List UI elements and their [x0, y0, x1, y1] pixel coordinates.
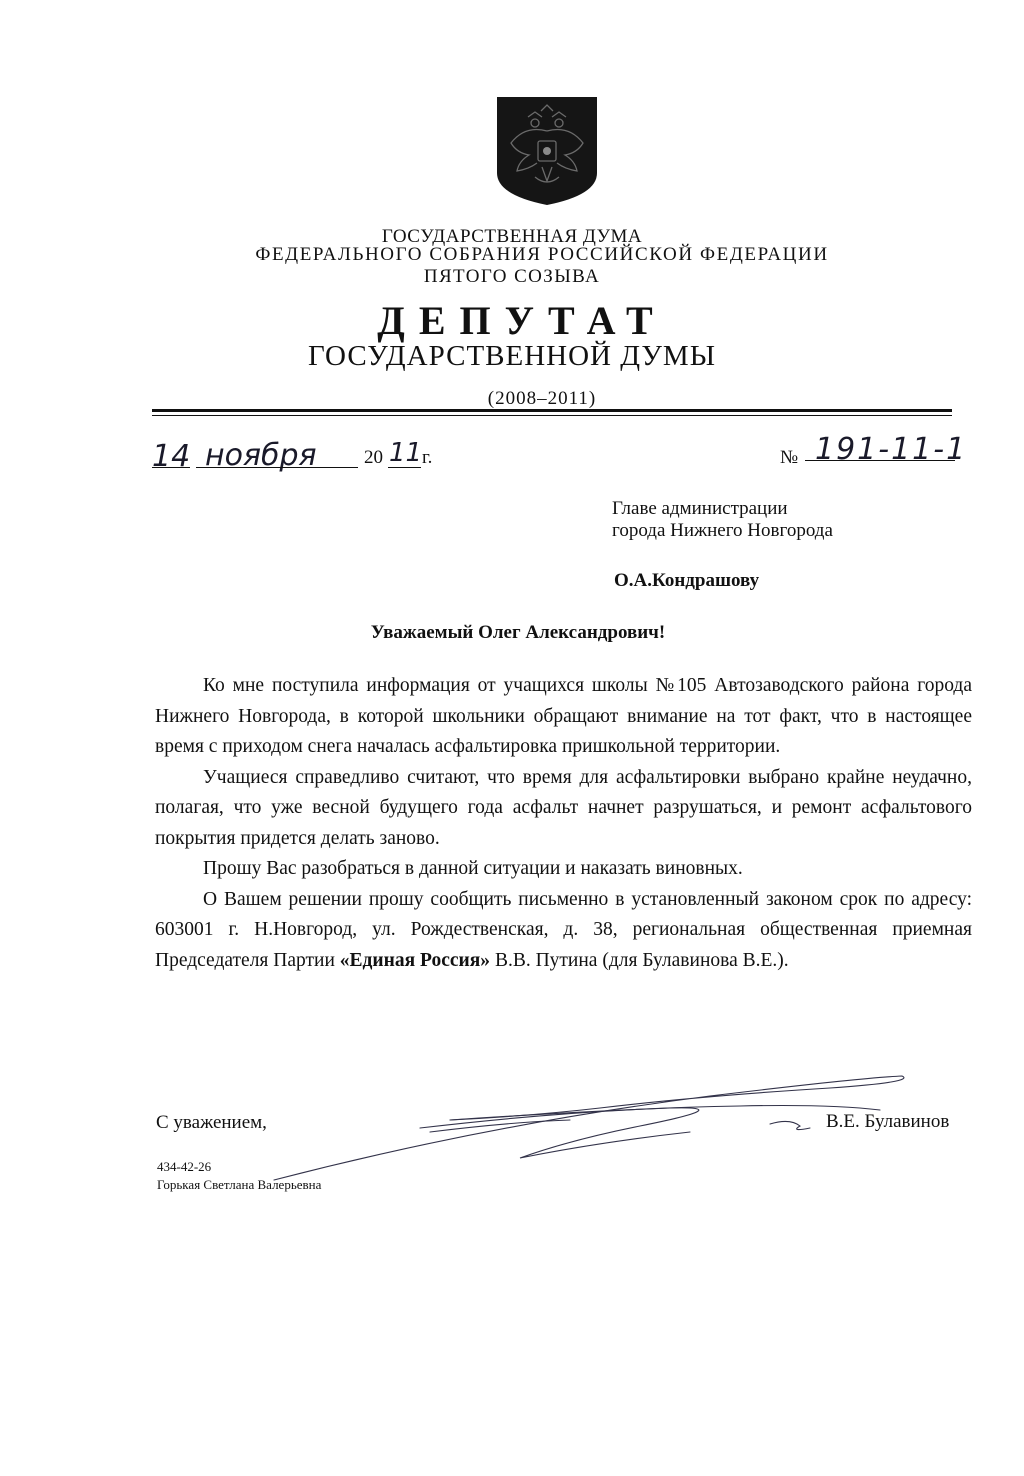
body-paragraph-3: Прошу Вас разобраться в данной ситуации и наказать виновных.: [203, 858, 743, 879]
header-rule-thick: [152, 409, 952, 412]
date-month-underline: [196, 467, 358, 468]
date-year-suffix: г.: [422, 447, 433, 468]
date-day-underline: [152, 467, 190, 468]
outgoing-number-label: №: [780, 447, 799, 468]
body-p4-text-before: О Вашем решении прошу сообщить письменно в установленный законом срок по адресу: 603001 г. Н.Новгород, ул. Рождественская, д. 38, региональная общественная приемная Председателя Партии: [155, 888, 972, 971]
closing-regards: С уважением,: [156, 1112, 267, 1133]
outgoing-number-underline: [805, 460, 955, 461]
org-line-1: ГОСУДАРСТВЕННАЯ ДУМА: [381, 226, 643, 247]
addressee-line-1: Главе администрации: [612, 498, 788, 519]
body-paragraph-2: Учащиеся справедливо считают, что время для асфальтировки выбрано крайне неудачно, полагая, что уже весной будущего года асфальт начнет разрушаться, и ремонт асфальтового покрытия придется делать заново.: [155, 766, 972, 849]
deputy-title: ДЕПУТАТ: [377, 298, 667, 343]
org-line-2: ФЕДЕРАЛЬНОГО СОБРАНИЯ РОССИЙСКОЙ ФЕДЕРАЦИИ: [255, 244, 829, 265]
addressee-name: О.А.Кондрашову: [614, 570, 760, 591]
deputy-subtitle: ГОСУДАРСТВЕННОЙ ДУМЫ: [308, 340, 716, 372]
header-rule-thin: [152, 415, 952, 416]
signer-name: В.Е. Булавинов: [826, 1111, 950, 1132]
date-year-handwritten: 11: [389, 438, 423, 468]
outgoing-number-value: 191-11-1: [815, 432, 968, 467]
body-paragraph-1: Ко мне поступила информация от учащихся школы №105 Автозаводского района города Нижнего Новгорода, в которой школьники обращают внимание на тот факт, что в настоящее время с приходом снега началась асфальтировка пришкольной территории.: [155, 675, 972, 757]
salutation: Уважаемый Олег Александрович!: [370, 622, 666, 643]
party-name: «Единая Россия»: [339, 949, 491, 971]
addressee-line-2: города Нижнего Новгорода: [612, 520, 833, 541]
date-year-prefix: 20: [364, 447, 383, 468]
date-month: ноября: [205, 438, 317, 473]
org-line-3: ПЯТОГО СОЗЫВА: [423, 266, 601, 287]
date-year-underline: [388, 467, 421, 468]
date-day: 14: [152, 439, 191, 474]
contact-phone: 434-42-26: [157, 1159, 212, 1174]
letter-body: [155, 671, 972, 976]
body-paragraph-4: [155, 885, 972, 977]
body-p4-text-after: В.В. Путина (для Булавинова В.Е.).: [490, 949, 789, 971]
coat-of-arms-icon: [495, 95, 599, 207]
contact-person: Горькая Светлана Валерьевна: [157, 1177, 322, 1192]
convocation-years: (2008–2011): [487, 388, 597, 409]
